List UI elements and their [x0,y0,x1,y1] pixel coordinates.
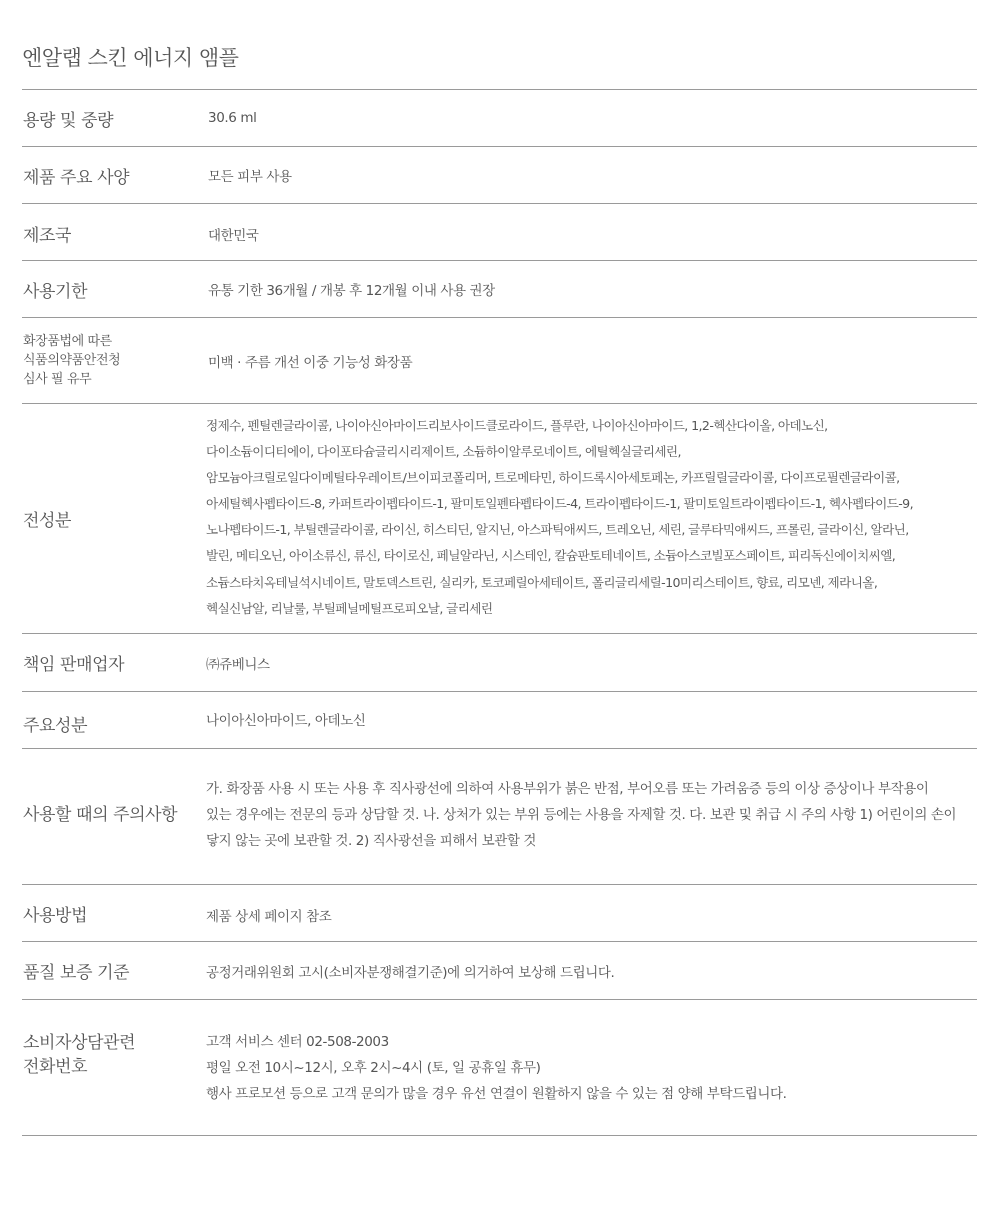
contact-notice: 행사 프로모션 등으로 고객 문의가 많을 경우 유선 연결이 원활하지 않을 수 있는 점 양해 부탁드립니다. [206,1086,787,1102]
info-row-key-ingredients [22,692,977,749]
info-row-usage [22,885,977,942]
row-value: 30.6 ml [208,110,257,126]
row-value: 나이아신아마이드, 아데노신 [206,713,366,729]
caution-line: 닿지 않는 곳에 보관할 것. 2) 직사광선을 피해서 보관할 것 [206,833,537,849]
row-value: 미백 · 주름 개선 이중 기능성 화장품 [208,354,413,371]
row-label-line: 심사 필 유무 [23,372,92,387]
product-info-table [22,89,977,1136]
ingredients-line: 소듐스타치옥테닐석시네이트, 말토덱스트린, 실리카, 토코페릴아세테이트, 폴리글리세릴-10미리스테이트, 향료, 리모넨, 제라니올, [206,574,878,590]
caution-line: 가. 화장품 사용 시 또는 사용 후 직사광선에 의하여 사용부위가 붉은 반점, 부어오름 또는 가려움증 등의 이상 증상이나 부작용이 [206,781,929,797]
row-label: 사용기한 [23,281,88,302]
info-row-caution [22,749,977,885]
row-value: 공정거래위원회 고시(소비자분쟁해결기준)에 의거하여 보상해 드립니다. [206,964,615,981]
caution-line: 있는 경우에는 전문의 등과 상담할 것. 나. 상처가 있는 부위 등에는 사용을 자제할 것. 다. 보관 및 취급 시 주의 사항 1) 어린이의 손이 [206,807,957,823]
row-label [23,318,193,403]
row-value: 대한민국 [208,228,259,244]
row-value: ㈜쥬베니스 [206,656,270,673]
contact-phone: 고객 서비스 센터 02-508-2003 [206,1034,389,1050]
info-row-seller [22,634,977,692]
row-label: 품질 보증 기준 [23,963,130,983]
ingredients-list [206,404,977,633]
info-row-certification [22,318,977,404]
row-label: 제품 주요 사양 [23,167,130,188]
ingredients-line: 헥실신남알, 리날룰, 부틸페닐메틸프로피오날, 글리세린 [206,600,493,616]
contact-hours: 평일 오전 10시~12시, 오후 2시~4시 (토, 일 공휴일 휴무) [206,1060,541,1076]
ingredients-line: 아세틸헥사펩타이드-8, 카퍼트라이펩타이드-1, 팔미토일펜타펩타이드-4, 트라이펩타이드-1, 팔미토일트라이펩타이드-1, 헥사펩타이드-9, [206,496,913,512]
row-label-line: 소비자상담관련 [23,1033,136,1053]
info-row-spec [22,147,977,204]
product-title: 엔알랩 스킨 에너지 앰플 [22,46,239,70]
ingredients-line: 암모늄아크릴로일다이메틸타우레이트/브이피코폴리머, 트로메타민, 하이드록시아세토페논, 카프릴릴글라이콜, 다이프로필렌글라이콜, [206,470,900,486]
row-label: 주요성분 [23,716,88,736]
row-label: 용량 및 중량 [23,110,114,131]
info-row-expiry [22,261,977,318]
info-row-contact [22,1000,977,1136]
row-value: 제품 상세 페이지 참조 [206,909,332,925]
contact-info [206,1000,957,1135]
ingredients-line: 정제수, 펜틸렌글라이콜, 나이아신아마이드리보사이드클로라이드, 플루란, 나이아신아마이드, 1,2-헥산다이올, 아데노신, [206,418,828,433]
row-label-line: 화장품법에 따른 [23,334,112,349]
row-label: 제조국 [23,226,72,246]
info-row-ingredients [22,404,977,634]
caution-text [206,749,957,884]
ingredients-line: 노나펩타이드-1, 부틸렌글라이콜, 라이신, 히스티딘, 알지닌, 아스파틱애씨드, 트레오닌, 세린, 글루타믹애씨드, 프롤린, 글라이신, 알라닌, [206,522,909,538]
ingredients-line: 다이소듐이디티에이, 다이포타슘글리시리제이트, 소듐하이알루로네이트, 에틸헥실글리세린, [206,444,681,460]
row-label: 전성분 [23,511,72,531]
row-value: 모든 피부 사용 [208,169,292,185]
row-label-line: 전화번호 [23,1057,88,1077]
row-label: 사용할 때의 주의사항 [23,805,178,825]
row-label: 사용방법 [23,905,88,926]
row-label: 책임 판매업자 [23,655,125,675]
info-row-volume [22,90,977,147]
ingredients-line: 발린, 메티오닌, 아이소류신, 류신, 타이로신, 페닐알라닌, 시스테인, 칼슘판토테네이트, 소듐아스코빌포스페이트, 피리독신에이치씨엘, [206,548,896,564]
row-label [23,1000,193,1135]
row-value: 유통 기한 36개월 / 개봉 후 12개월 이내 사용 권장 [208,283,495,299]
info-row-country [22,204,977,261]
row-label-line: 식품의약품안전청 [23,353,121,368]
info-row-quality [22,942,977,1000]
